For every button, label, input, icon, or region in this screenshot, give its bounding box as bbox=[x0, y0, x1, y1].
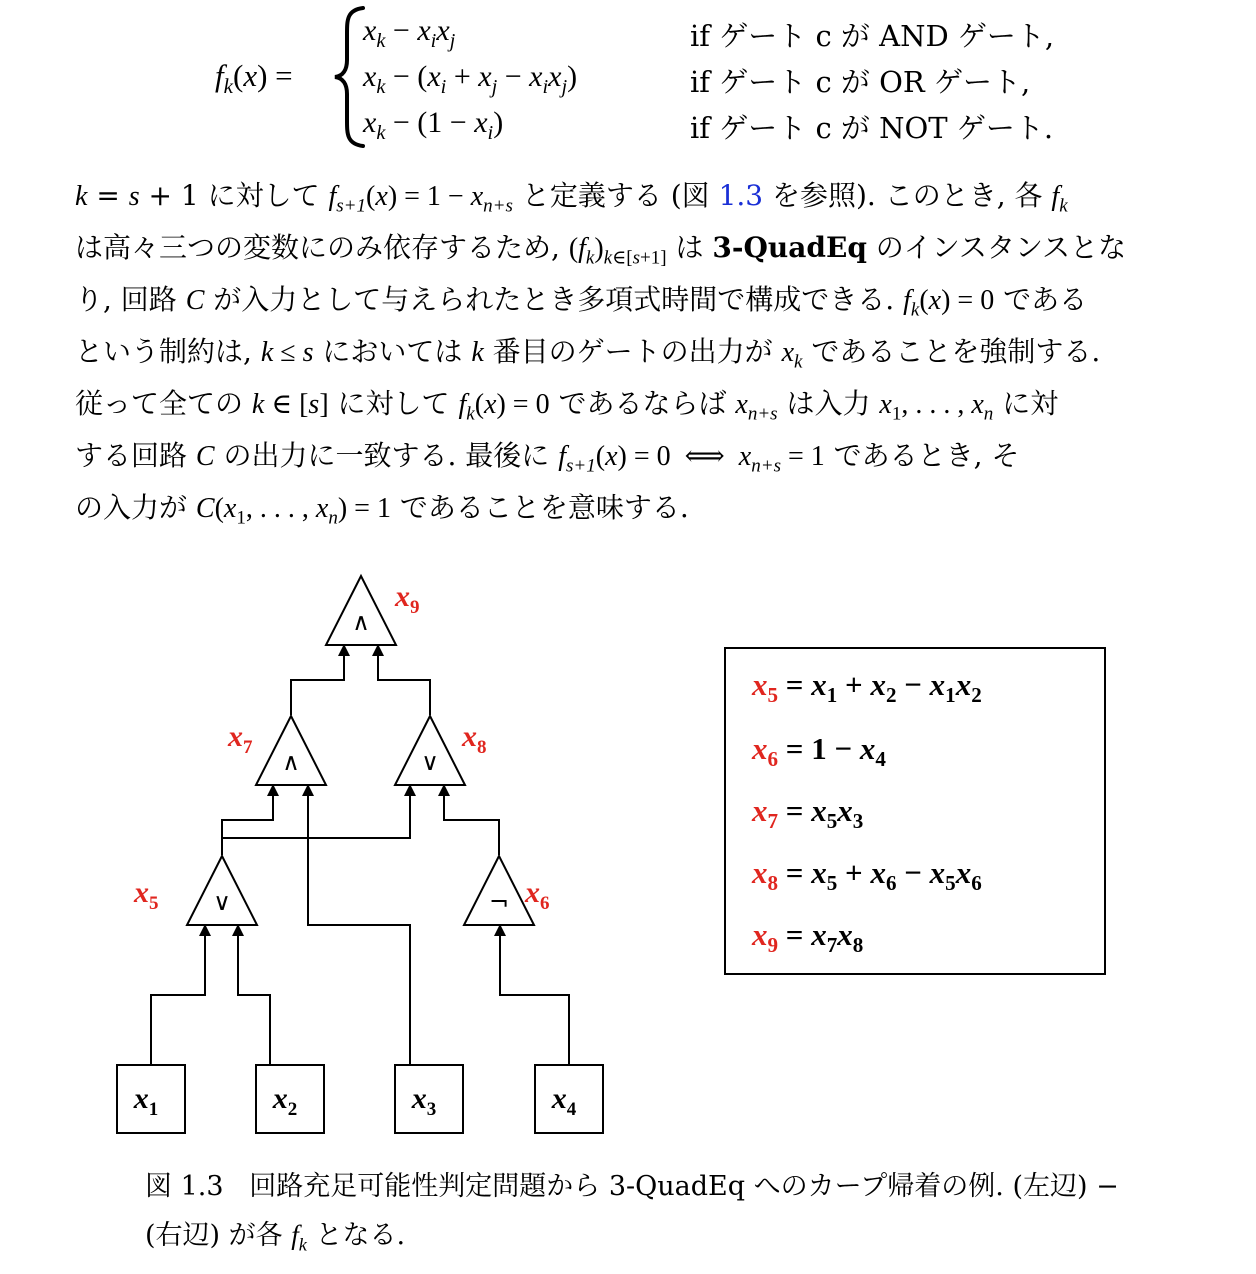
input-x2-label: $x_2$ bbox=[272, 1082, 298, 1120]
input-x3-label: $x_3$ bbox=[411, 1082, 437, 1120]
paragraph-line-7: の入力が $C(x_1$, . . . , $x_n) = 1$ であることを意味する. bbox=[75, 491, 689, 529]
case-or-expr: $x_k - (x_i + x_j - x_ix_j)$ bbox=[363, 60, 578, 98]
gate-x9-symbol: ∧ bbox=[352, 608, 370, 636]
paragraph-line-6: する回路 C の出力に一致する. 最後に $f_{s+1}(x) = 0$ ⟺ $x_{n+s} = 1$ であるとき, そ bbox=[75, 439, 1020, 477]
gate-x6-label: $x_6$ bbox=[525, 876, 550, 914]
equation-lhs: $f_k(x)$ = bbox=[215, 58, 293, 99]
case-not-expr: $x_k - (1 - x_i)$ bbox=[363, 106, 504, 144]
figure-ref-link[interactable]: 1.3 bbox=[718, 179, 764, 212]
gate-x7-symbol: ∧ bbox=[282, 748, 300, 776]
piecewise-equation bbox=[215, 0, 1215, 160]
gate-x5-label: $x_5$ bbox=[134, 876, 159, 914]
gate-x5-symbol: ∨ bbox=[213, 888, 231, 916]
circuit-diagram bbox=[0, 540, 720, 1150]
case-and-condition: if ゲート c が AND ゲート, bbox=[690, 19, 1055, 53]
case-and-expr: $x_k - x_ix_j$ bbox=[363, 14, 456, 52]
wires bbox=[151, 650, 569, 1065]
equation-x5: $x_5 = x_1 + x_2 - x_1x_2$ bbox=[752, 667, 982, 708]
gate-x8-label: $x_8$ bbox=[462, 720, 487, 758]
equation-x8: $x_8 = x_5 + x_6 - x_5x_6$ bbox=[752, 855, 982, 896]
gate-x8-symbol: ∨ bbox=[421, 748, 439, 776]
equation-x6: $x_6 = 1 - x_4$ bbox=[752, 731, 886, 772]
case-or-condition: if ゲート c が OR ゲート, bbox=[690, 65, 1031, 99]
equation-x9: $x_9 = x_7x_8$ bbox=[752, 917, 864, 958]
equation-x7: $x_7 = x_5x_3$ bbox=[752, 793, 864, 834]
input-x1-label: $x_1$ bbox=[133, 1082, 159, 1120]
paragraph-line-4: という制約は, k ≤ s においては k 番目のゲートの出力が $x_k$ であることを強制する. bbox=[75, 335, 1101, 373]
paragraph-line-2: は高々三つの変数にのみ依存するため, $(f_k)_{k\in[s+1]}$ は 3-QuadEq のインスタンスとな bbox=[75, 231, 1127, 269]
case-not-condition: if ゲート c が NOT ゲート. bbox=[690, 111, 1054, 145]
paragraph-line-5: 従って全ての k ∈ [s] に対して $f_k(x) = 0$ であるならば $x_{n+s}$ は入力 $x_1$, . . . , $x_n$ に対 bbox=[75, 387, 1059, 425]
gate-x9-label: $x_9$ bbox=[395, 580, 420, 618]
input-x4-label: $x_4$ bbox=[551, 1082, 577, 1120]
caption-line-1: 図 1.3 回路充足可能性判定問題から 3-QuadEq へのカープ帰着の例. (左辺) − bbox=[145, 1171, 1119, 1202]
caption-line-2: (右辺) が各 $f_k$ となる. bbox=[145, 1220, 406, 1255]
equations-box bbox=[724, 647, 1106, 975]
paragraph-line-3: り, 回路 C が入力として与えられたとき多項式時間で構成できる. $f_k(x) = 0$ である bbox=[75, 283, 1088, 321]
gate-x6-symbol: ¬ bbox=[488, 888, 510, 916]
paragraph-line-1: k = s + 1 に対して $f_{s+1}(x) = 1 - x_{n+s}$ と定義する (図 1.3 を参照). このとき, 各 $f_k$ bbox=[75, 179, 1068, 217]
gate-x7-label: $x_7$ bbox=[228, 720, 253, 758]
